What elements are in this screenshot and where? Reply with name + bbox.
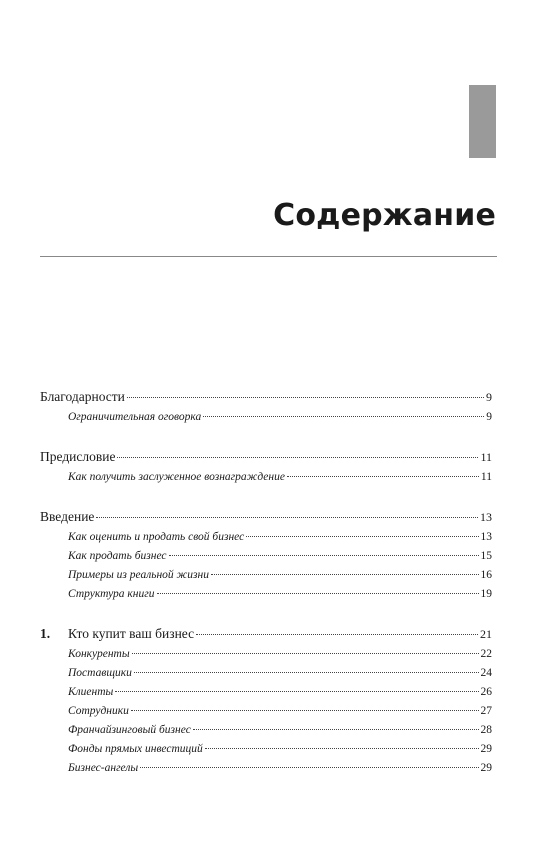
toc-entry-label: Бизнес-ангелы: [68, 762, 139, 774]
dot-leader: [169, 555, 479, 556]
toc-page-number: 11: [480, 450, 492, 464]
toc-entry-label: Введение: [40, 509, 95, 524]
toc-entry-label: Структура книги: [68, 588, 155, 600]
toc-section: [40, 624, 492, 778]
toc-entry-label: Конкуренты: [68, 648, 130, 660]
toc-page-number: 11: [480, 471, 492, 483]
toc-page-number: 22: [480, 648, 492, 660]
table-of-contents: [40, 387, 492, 798]
toc-entry-chapter[interactable]: [40, 624, 492, 643]
toc-entry-subsection[interactable]: [40, 683, 492, 702]
toc-page-number: 16: [480, 569, 492, 581]
dot-leader: [193, 729, 479, 730]
dot-leader: [246, 536, 478, 537]
toc-entry-subsection[interactable]: [40, 740, 492, 759]
title-divider: [40, 256, 497, 257]
toc-section: [40, 507, 492, 604]
dot-leader: [127, 397, 484, 398]
dot-leader: [196, 634, 478, 635]
toc-page-number: 9: [486, 411, 492, 423]
toc-entry-label: Предисловие: [40, 449, 116, 464]
dot-leader: [157, 593, 479, 594]
toc-entry-label: Франчайзинговый бизнес: [68, 724, 191, 736]
toc-entry-label: Сотрудники: [68, 705, 129, 717]
toc-entry-label: Как продать бизнес: [68, 550, 167, 562]
toc-entry-subsection[interactable]: [40, 408, 492, 427]
dot-leader: [203, 416, 484, 417]
dot-leader: [287, 476, 479, 477]
toc-section: [40, 387, 492, 427]
toc-entry-label: Кто купит ваш бизнес: [68, 626, 195, 641]
toc-page-number: 29: [480, 743, 492, 755]
toc-page-number: 13: [480, 531, 492, 543]
toc-section: [40, 447, 492, 487]
toc-entry-subsection[interactable]: [40, 702, 492, 721]
dot-leader: [134, 672, 479, 673]
toc-entry-subsection[interactable]: [40, 566, 492, 585]
toc-entry-chapter[interactable]: [40, 387, 492, 406]
toc-page-number: 13: [480, 510, 492, 524]
toc-entry-label: Поставщики: [68, 667, 132, 679]
toc-entry-subsection[interactable]: [40, 721, 492, 740]
toc-entry-label: Примеры из реальной жизни: [68, 569, 209, 581]
chapter-tab-marker: [469, 85, 496, 158]
toc-entry-chapter[interactable]: [40, 447, 492, 466]
dot-leader: [117, 457, 478, 458]
chapter-number: 1.: [40, 626, 51, 641]
toc-entry-label: Ограничительная оговорка: [68, 411, 202, 423]
dot-leader: [140, 767, 478, 768]
toc-entry-chapter[interactable]: [40, 507, 492, 526]
dot-leader: [205, 748, 479, 749]
toc-page-number: 21: [480, 627, 492, 641]
toc-entry-subsection[interactable]: [40, 664, 492, 683]
toc-entry-subsection[interactable]: [40, 547, 492, 566]
toc-page-number: 24: [480, 667, 492, 679]
toc-page-number: 26: [480, 686, 492, 698]
toc-page-number: 15: [480, 550, 492, 562]
dot-leader: [115, 691, 478, 692]
toc-entry-subsection[interactable]: [40, 528, 492, 547]
toc-page-number: 19: [480, 588, 492, 600]
dot-leader: [132, 653, 479, 654]
toc-entry-label: Как оценить и продать свой бизнес: [68, 531, 245, 543]
dot-leader: [96, 517, 478, 518]
toc-entry-subsection[interactable]: [40, 585, 492, 604]
toc-entry-label: Фонды прямых инвестиций: [68, 743, 203, 755]
toc-entry-subsection[interactable]: [40, 468, 492, 487]
dot-leader: [211, 574, 479, 575]
toc-page-number: 9: [486, 390, 492, 404]
toc-entry-label: Клиенты: [68, 686, 114, 698]
toc-entry-subsection[interactable]: [40, 759, 492, 778]
toc-entry-subsection[interactable]: [40, 645, 492, 664]
page-title: Содержание: [273, 198, 496, 233]
toc-page-number: 28: [480, 724, 492, 736]
toc-entry-label: Как получить заслуженное вознаграждение: [68, 471, 285, 483]
toc-page-number: 27: [480, 705, 492, 717]
dot-leader: [131, 710, 479, 711]
toc-page-number: 29: [480, 762, 492, 774]
toc-entry-label: Благодарности: [40, 389, 125, 404]
